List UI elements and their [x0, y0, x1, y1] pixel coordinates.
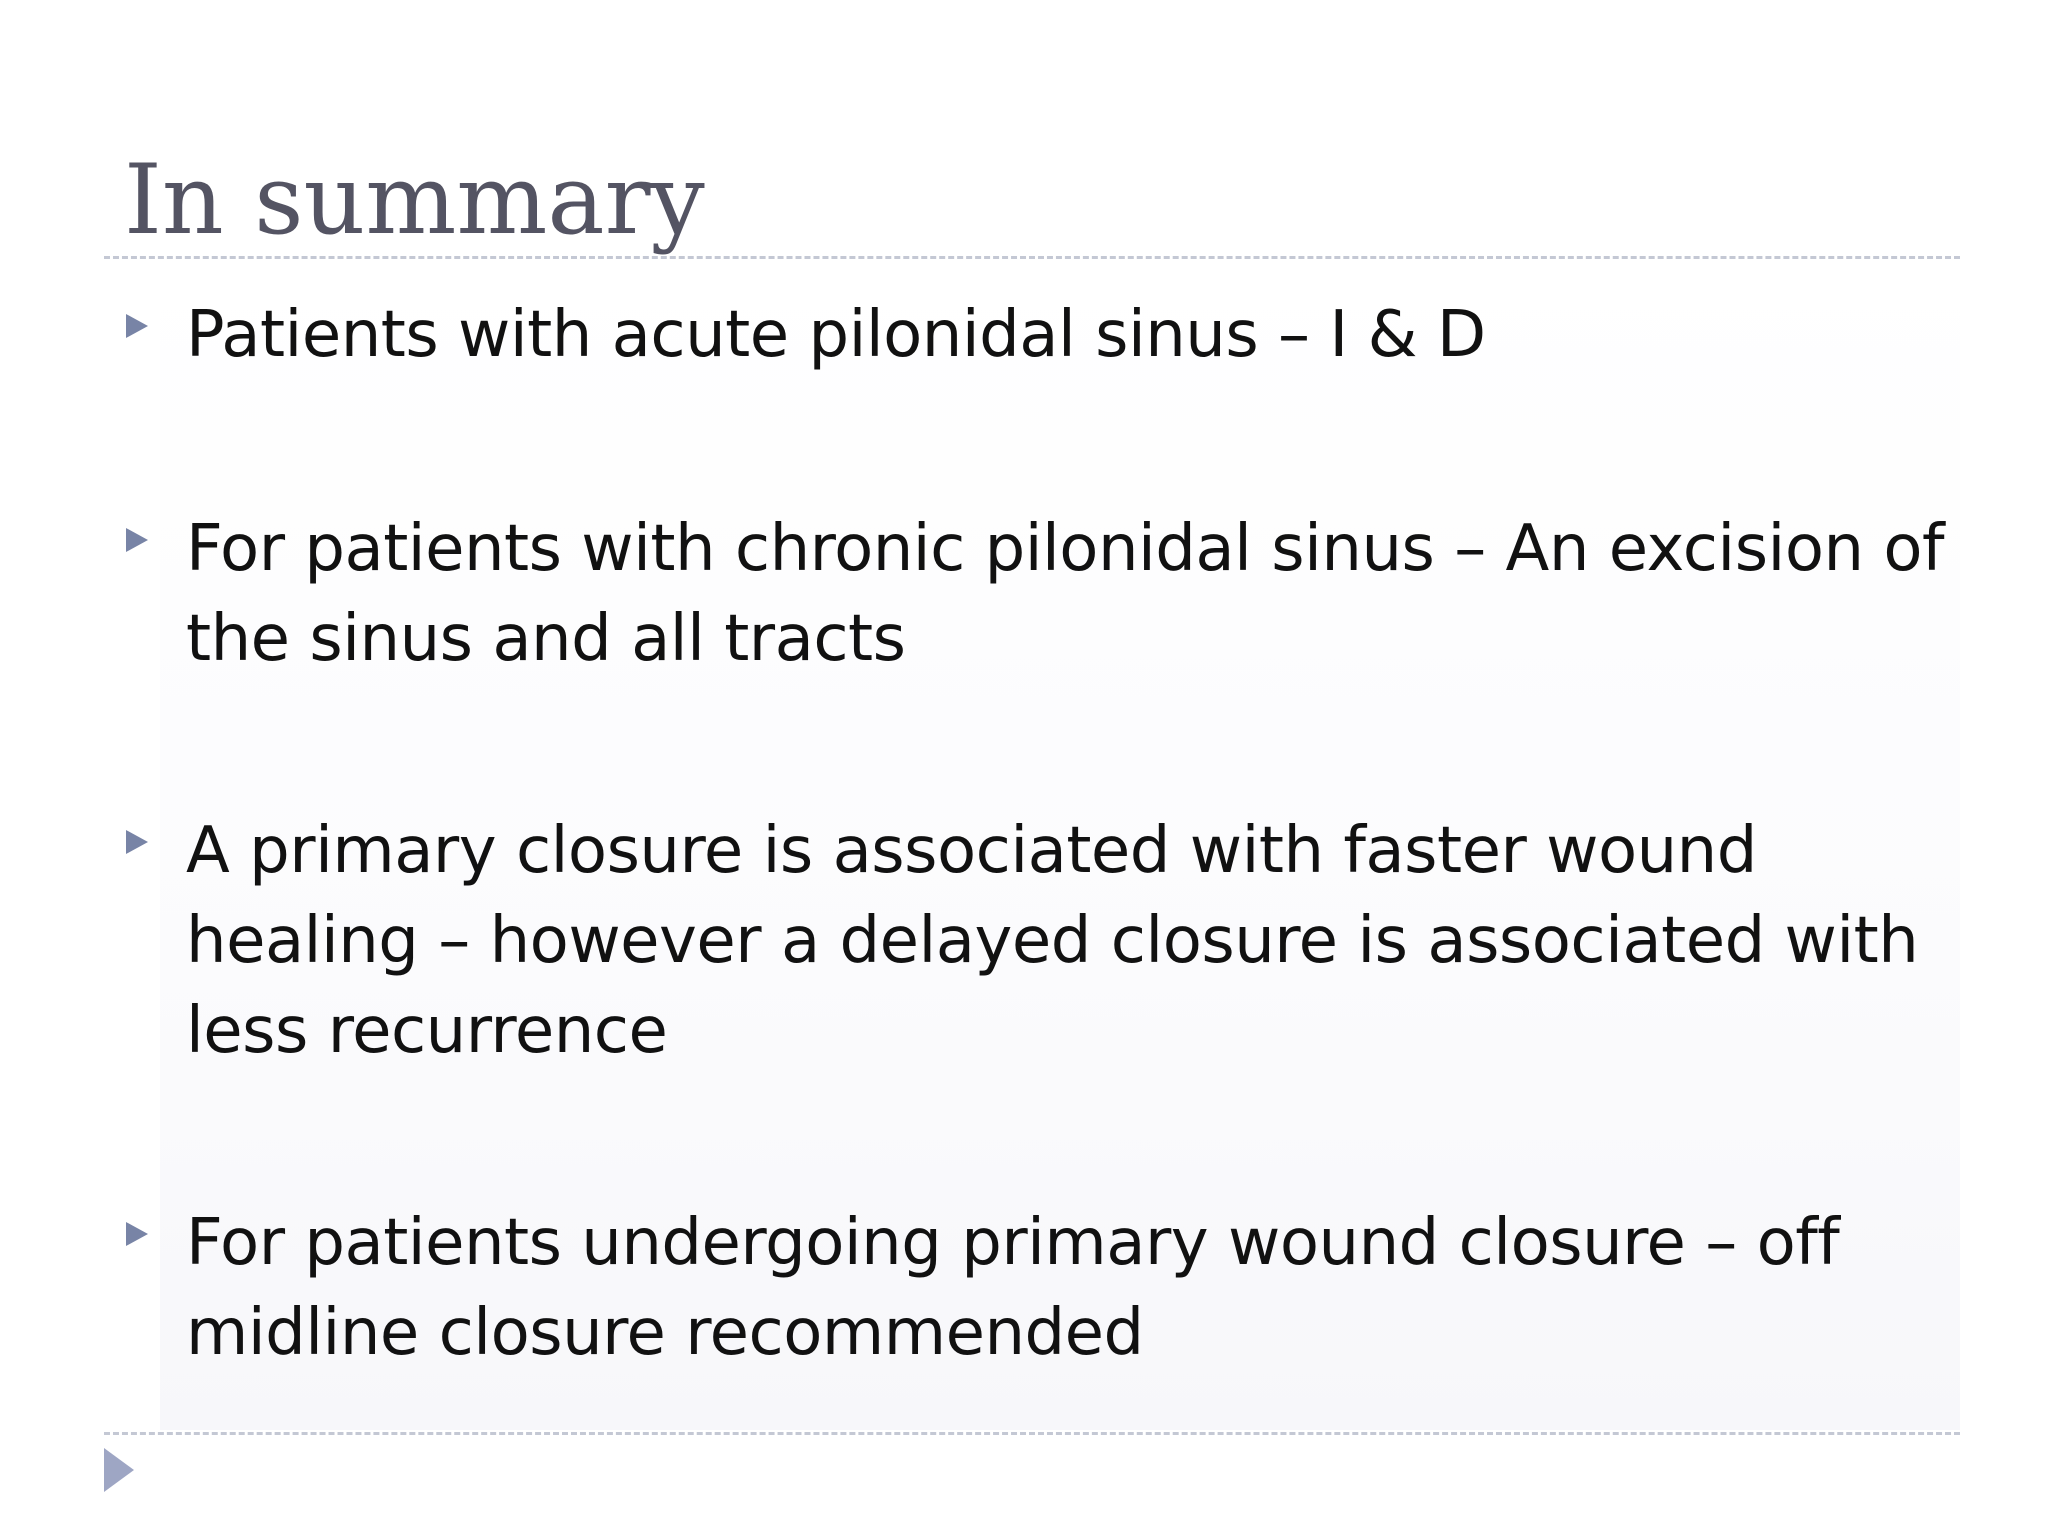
triangle-bullet-icon	[126, 830, 148, 854]
bullet-text: For patients with chronic pilonidal sinus – An excision of the sinus and all tracts	[186, 512, 1945, 676]
triangle-bullet-icon	[126, 1222, 148, 1246]
bullet-text: For patients undergoing primary wound closure – off midline closure recommended	[186, 1206, 1840, 1370]
bullet-text: Patients with acute pilonidal sinus – I & D	[186, 298, 1486, 372]
footer-divider	[104, 1432, 1960, 1435]
triangle-bullet-icon	[126, 528, 148, 552]
title-divider	[104, 256, 1960, 259]
next-slide-arrow-icon[interactable]	[104, 1448, 134, 1492]
bullet-text: A primary closure is associated with faster wound healing – however a delayed closure is associated with less recurrence	[186, 814, 1919, 1068]
slide-title: In summary	[124, 144, 705, 256]
triangle-bullet-icon	[126, 314, 148, 338]
